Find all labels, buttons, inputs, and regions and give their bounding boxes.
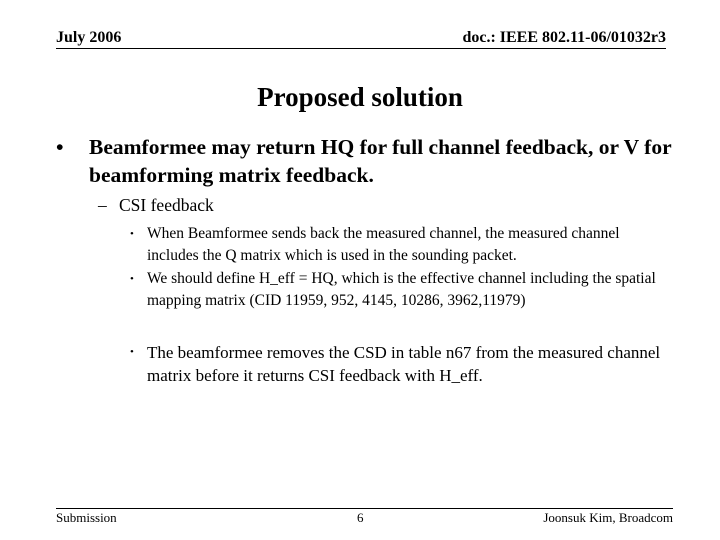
bullet-text: The beamformee removes the CSD in table n67 from the measured channel matrix before it returns CSI feedback with H_eff.	[147, 343, 661, 385]
bullet-marker: •	[56, 135, 64, 159]
bullet-level3	[130, 268, 670, 312]
slide-title: Proposed solution	[257, 82, 463, 112]
header-doc-id: doc.: IEEE 802.11-06/01032r3	[462, 29, 666, 46]
footer-divider	[56, 508, 673, 509]
bullet-text: When Beamformee sends back the measured channel, the measured channel includes the Q matrix which is used in the sounding packet.	[147, 225, 620, 264]
footer-submission: Submission	[56, 510, 117, 525]
header-divider	[56, 48, 666, 49]
footer-author: Joonsuk Kim, Broadcom	[543, 510, 673, 525]
bullet-marker: •	[130, 273, 134, 285]
dash-marker: –	[98, 195, 107, 215]
page-number: 6	[357, 510, 364, 525]
bullet-marker: •	[130, 346, 134, 358]
bullet-text: CSI feedback	[119, 195, 214, 215]
bullet-text: Beamformee may return HQ for full channel feedback, or V for beamforming matrix feedback.	[89, 135, 672, 187]
bullet-level3	[130, 341, 670, 387]
bullet-text: We should define H_eff = HQ, which is the effective channel including the spatial mapping matrix (CID 11959, 952, 4145, 10286, 3962,11979)	[147, 270, 656, 309]
bullet-level1	[56, 133, 676, 189]
bullet-level2	[98, 195, 214, 216]
bullet-level3	[130, 223, 670, 267]
bullet-marker: •	[130, 228, 134, 240]
header-date: July 2006	[56, 29, 122, 46]
